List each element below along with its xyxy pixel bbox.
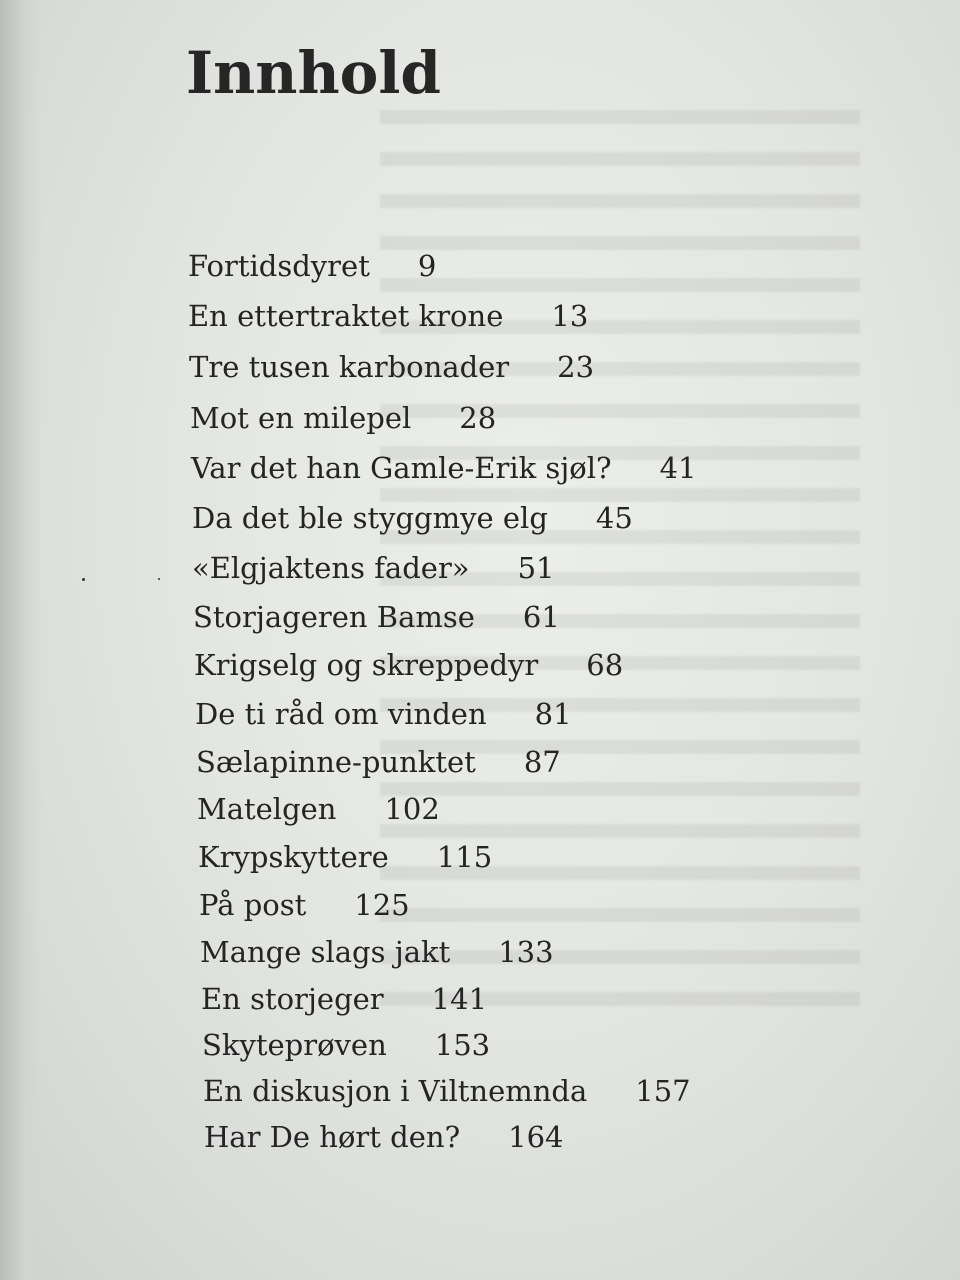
toc-entry: [200, 935, 554, 969]
toc-entry: [195, 697, 572, 731]
toc-entry-title: Mange slags jakt: [200, 935, 451, 969]
toc-entry-page: 23: [557, 350, 595, 384]
toc-entry-page: 51: [517, 551, 555, 585]
toc-entry: [192, 551, 555, 585]
toc-entry: [204, 1120, 564, 1154]
toc-entry: [196, 745, 561, 779]
toc-entry-page: 81: [534, 697, 572, 731]
toc-entry-title: «Elgjaktens fader»: [192, 551, 470, 585]
toc-entry-title: En storjeger: [201, 982, 384, 1016]
toc-entry-title: De ti råd om vinden: [195, 697, 487, 731]
toc-entry: [189, 350, 595, 384]
page-title: Innhold: [186, 39, 441, 107]
toc-entry-title: En ettertraktet krone: [188, 299, 504, 333]
toc-entry-page: 157: [635, 1074, 691, 1108]
toc-entry-page: 125: [354, 888, 410, 922]
toc-entry-page: 61: [522, 600, 560, 634]
toc-entry-page: 115: [436, 840, 493, 874]
toc-entry: [203, 1074, 691, 1108]
toc-entry: [198, 840, 493, 874]
toc-entry: [197, 792, 440, 826]
toc-entry-title: Skyteprøven: [202, 1028, 387, 1062]
toc-entry: [188, 249, 437, 283]
toc-entry-title: Storjageren Bamse: [193, 600, 475, 634]
toc-entry-title: Da det ble styggmye elg: [192, 501, 548, 535]
toc-entry-title: På post: [199, 888, 307, 922]
paper-speck: [158, 578, 160, 580]
toc-entry-page: 45: [595, 501, 633, 535]
toc-entry: [194, 648, 624, 682]
toc-entry-title: Matelgen: [197, 792, 337, 826]
toc-entry: [193, 600, 560, 634]
toc-entry-page: 133: [498, 935, 554, 969]
toc-entry: [201, 982, 488, 1016]
toc-entry-page: 102: [384, 792, 440, 826]
toc-entry-page: 87: [523, 745, 561, 779]
toc-entry-title: Fortidsdyret: [188, 249, 370, 283]
toc-entry: [192, 501, 633, 535]
toc-entry-title: Sælapinne-punktet: [196, 745, 476, 779]
toc-entry: [190, 401, 497, 435]
toc-entry-page: 68: [586, 648, 624, 682]
toc-entry: [191, 451, 697, 485]
toc-entry-page: 41: [659, 451, 697, 485]
toc-entry: [188, 299, 589, 333]
toc-entry-title: En diskusjon i Viltnemnda: [203, 1074, 588, 1108]
toc-entry: [202, 1028, 491, 1062]
toc-entry-page: 153: [434, 1028, 491, 1062]
toc-entry-title: Var det han Gamle-Erik sjøl?: [191, 451, 612, 485]
toc-entry-title: Krypskyttere: [198, 840, 389, 874]
toc-entry-title: Mot en milepel: [190, 401, 412, 435]
toc-entry-title: Krigselg og skreppedyr: [194, 648, 539, 682]
toc-entry: [199, 888, 410, 922]
toc-entry-title: Tre tusen karbonader: [189, 350, 510, 384]
toc-entry-page: 13: [551, 299, 589, 333]
toc-entry-page: 141: [431, 982, 488, 1016]
toc-entry-page: 28: [459, 401, 497, 435]
toc-entry-page: 9: [417, 249, 437, 283]
toc-entry-title: Har De hørt den?: [204, 1120, 461, 1154]
toc-entry-page: 164: [508, 1120, 564, 1154]
paper-speck: [82, 578, 85, 581]
